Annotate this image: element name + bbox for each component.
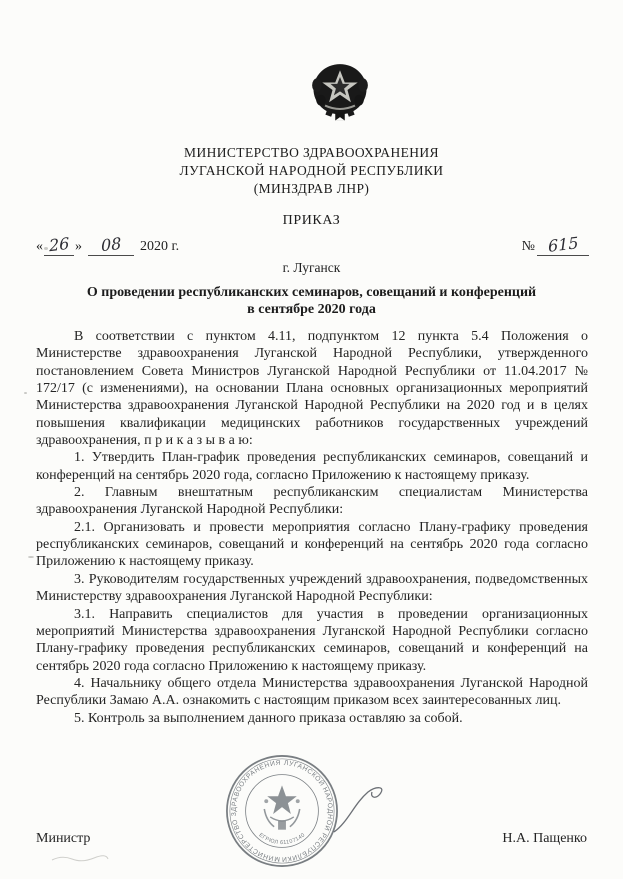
city-line: г. Луганск xyxy=(282,260,341,275)
org-name-line3: (МИНЗДРАВ ЛНР) xyxy=(253,181,370,196)
number-sign: № xyxy=(521,239,535,254)
handwritten-number: 615 xyxy=(547,233,579,256)
month-blank xyxy=(88,233,134,256)
document-type-heading: ПРИКАЗ xyxy=(282,213,341,228)
signature-stroke xyxy=(328,778,398,840)
coat-of-arms-icon xyxy=(306,58,374,126)
body-paragraph: 2. Главным внештатным республиканским специалистам Министерства здравоохранения Луганской Народной Республики: xyxy=(36,485,588,518)
date-number-row xyxy=(36,233,589,256)
order-title xyxy=(0,285,623,318)
order-title-line1: О проведении республиканских семинаров, совещаний и конференций xyxy=(86,285,537,300)
number-blank xyxy=(537,233,589,256)
body-paragraph: 4. Начальнику общего отдела Министерства здравоохранения Луганской Народной Республики Замаю А.А. ознакомить с настоящим приказом всех заинтересованных лиц. xyxy=(36,675,588,709)
order-body xyxy=(36,328,588,727)
stamp-ring-text: МИНИСТЕРСТВО ЗДРАВООХРАНЕНИЯ ЛУГАНСКОЙ НАРОДНОЙ РЕСПУБЛИКИ xyxy=(230,759,334,863)
stamp-registry-text: ЕГРЮЛ 61107140 xyxy=(257,832,307,847)
org-name-block xyxy=(0,144,623,198)
pencil-mark xyxy=(50,853,110,863)
body-paragraph: 5. Контроль за выполнением данного приказа оставляю за собой. xyxy=(74,710,463,726)
day-blank xyxy=(44,233,74,256)
org-name-line2: ЛУГАНСКОЙ НАРОДНОЙ РЕСПУБЛИКИ xyxy=(179,163,444,178)
svg-text:МИНИСТЕРСТВО ЗДРАВООХРАНЕНИЯ Л xyxy=(231,760,334,863)
scan-speck xyxy=(24,392,27,394)
svg-text:ЕГРЮЛ 61107140 xyxy=(258,832,307,846)
quote-open: « xyxy=(36,239,43,254)
stamp-center-emblem xyxy=(264,785,299,829)
official-stamp xyxy=(223,752,341,870)
scan-speck xyxy=(44,247,48,250)
scan-speck xyxy=(28,556,34,558)
body-paragraph: 1. Утвердить План-график проведения республиканских семинаров, совещаний и конференций на сентябрь 2020 года, согласно Приложению к настоящему приказу. xyxy=(36,450,588,483)
signer-position: Министр xyxy=(36,831,91,846)
org-name-line1: МИНИСТЕРСТВО ЗДРАВООХРАНЕНИЯ xyxy=(184,145,439,160)
body-paragraph: 3. Руководителям государственных учреждений здравоохранения, подведомственных Министерству здравоохранения Луганской Народной Республики: xyxy=(36,571,588,605)
quote-close: » xyxy=(75,239,82,254)
signer-name: Н.А. Пащенко xyxy=(502,831,587,846)
date-field xyxy=(36,233,180,256)
body-paragraph: В соответствии с пунктом 4.11, подпунктом 12 пункта 5.4 Положения о Министерстве здравоохранения Луганской Народной Республики, утвержденного постановлением Совета Министров Луганской Народной Республики от 11.04.2017 № 172/17 (с изменениями), на основании Плана основных организационных мероприятий Министерства здравоохранения Луганской Народной Республики на 2020 год и в целях повышения квалификации медицинских работников государственных учреждений здравоохранения, п р и к а з ы в а ю: xyxy=(36,329,588,449)
body-paragraph: 3.1. Направить специалистов для участия в проведении организационных мероприятий Министерства здравоохранения Луганской Народной Республики согласно Плану-графику проведения республиканских семинаров, совещаний и конференций на сентябрь 2020 года согласно Приложению к настоящему приказу. xyxy=(36,606,588,674)
body-paragraph: 2.1. Организовать и провести мероприятия согласно Плану-графику проведения республиканских семинаров, совещаний и конференций на сентябрь 2020 года согласно Приложению к настоящему приказу. xyxy=(36,519,588,570)
handwritten-month: 08 xyxy=(100,233,122,256)
handwritten-day: 26 xyxy=(48,233,70,256)
number-field xyxy=(521,233,589,256)
coat-of-arms-graphic xyxy=(306,58,374,126)
stamp-graphic xyxy=(223,752,341,870)
order-title-line2: в сентябре 2020 года xyxy=(247,301,376,317)
year-label: 2020 г. xyxy=(140,239,180,254)
